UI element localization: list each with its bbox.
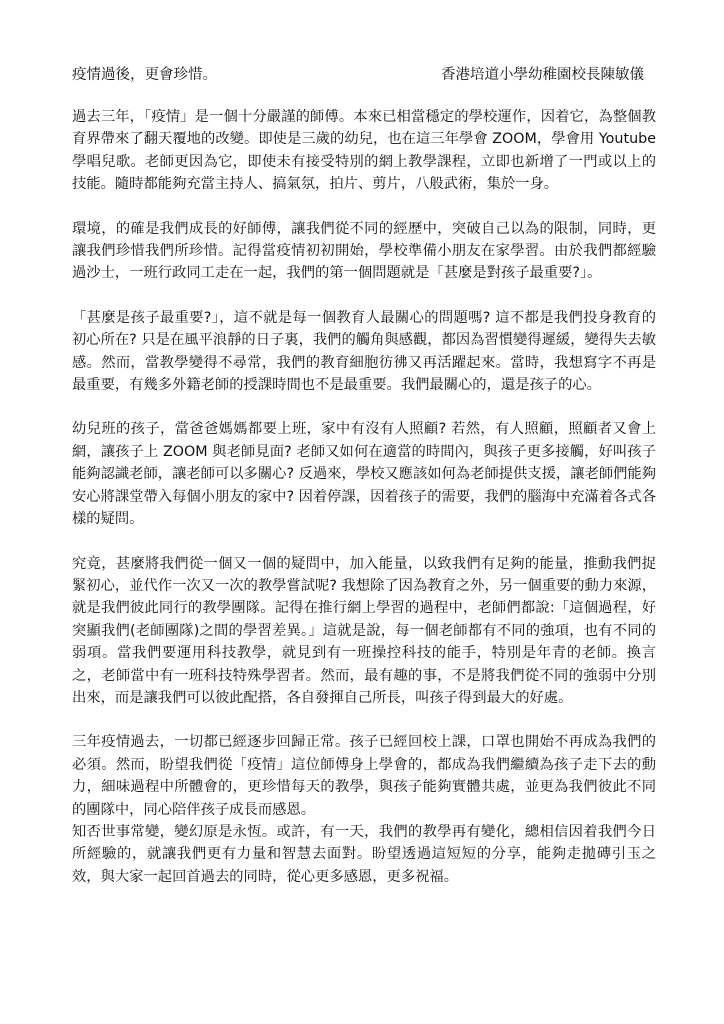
paragraph-5: 究竟，甚麼將我們從一個又一個的疑問中，加入能量，以致我們有足夠的能量，推動我們捉緊初心，並代作一次又一次的教學嘗試呢? 我想除了因為教育之外，另一個重要的動力來源，就是我們彼此同行的教學團隊。記得在推行網上學習的過程中，老師們都說:「這個過程，好突顯我們(老師團隊)之間的學習差異。」這就是說，每一個老師都有不同的強項，也有不同的弱項。當我們要運用科技教學，就見到有一班操控科技的能手，特別是年青的老師。換言之，老師當中有一班科技特殊學習者。然而，最有趣的事，不是將我們從不同的強弱中分別出來，而是讓我們可以彼此配搭，各自發揮自己所長，叫孩子得到最大的好處。 (72, 555, 657, 706)
paragraph-2: 環境，的確是我們成長的好師傅，讓我們從不同的經歷中，突破自己以為的限制，同時，更讓我們珍惜我們所珍惜。記得當疫情初初開始，學校準備小朋友在家學習。由於我們都經驗過沙士，一班行政同工走在一起，我們的第一個問題就是「甚麼是對孩子最重要?」。 (72, 220, 656, 282)
document-title: 疫情過後，更會珍惜。 (72, 67, 217, 83)
paragraph-6: 三年疫情過去，一切都已經逐步回歸正常。孩子已經回校上課，口罩也開始不再成為我們的必須。然而，盼望我們從「疫情」這位師傅身上學會的，都成為我們繼續為孩子走下去的動力，細味過程中所體會的，更珍惜每天的教學，與孩子能夠實體共處，並更為我們彼此不同的團隊中，同心陪伴孩子成長而感恩。 (72, 734, 656, 818)
paragraph-1: 過去三年，「疫情」是一個十分嚴謹的師傅。本來已相當穩定的學校運作，因着它，為整個教育界帶來了翻天覆地的改變。即使是三歲的幼兒，也在這三年學會 ZOOM，學會用 Youtube 學唱兒歌。老師更因為它，即使未有接受特別的網上教學課程，立即也新增了一門或以上的技能。隨時都能夠充當主持人、搞氣氛，拍片、剪片，八般武術，集於一身。 (72, 109, 656, 193)
paragraph-7: 知否世事常變，變幻原是永恆。或許，有一天，我們的教學再有變化，總相信因着我們今日所經驗的，就讓我們更有力量和智慧去面對。盼望透過這短短的分享，能夠走拋磚引玉之效，與大家一起回首過去的同時，從心更多感恩，更多祝福。 (72, 823, 656, 885)
document-header (72, 64, 656, 86)
paragraph-4: 幼兒班的孩子，當爸爸媽媽都要上班，家中有沒有人照顧? 若然，有人照顧，照顧者又會上網，讓孩子上 ZOOM 與老師見面? 老師又如何在適當的時間內，與孩子更多接觸，好叫孩子能夠認識老師，讓老師可以多關心? 反過來，學校又應該如何為老師提供支援，讓老師們能夠安心將課堂帶入每個小朋友的家中? 因着停課，因着孩子的需要，我們的腦海中充滿着各式各樣的疑問。 (72, 421, 657, 528)
document-author: 香港培道小學幼稚園校長陳敏儀 (441, 67, 644, 83)
document-page (72, 64, 656, 888)
paragraph-3: 「甚麼是孩子最重要?」，這不就是每一個教育人最關心的問題嗎? 這不都是我們投身教育的初心所在? 只是在風平浪靜的日子裏，我們的觸角與感觀，都因為習慣變得遲緩，變得失去敏感。然而，當教學變得不尋常，我們的教育細胞彷彿又再活躍起來。當時，我想寫字不再是最重要，有幾多外籍老師的授課時間也不是最重要。我們最關心的，還是孩子的心。 (72, 309, 657, 394)
